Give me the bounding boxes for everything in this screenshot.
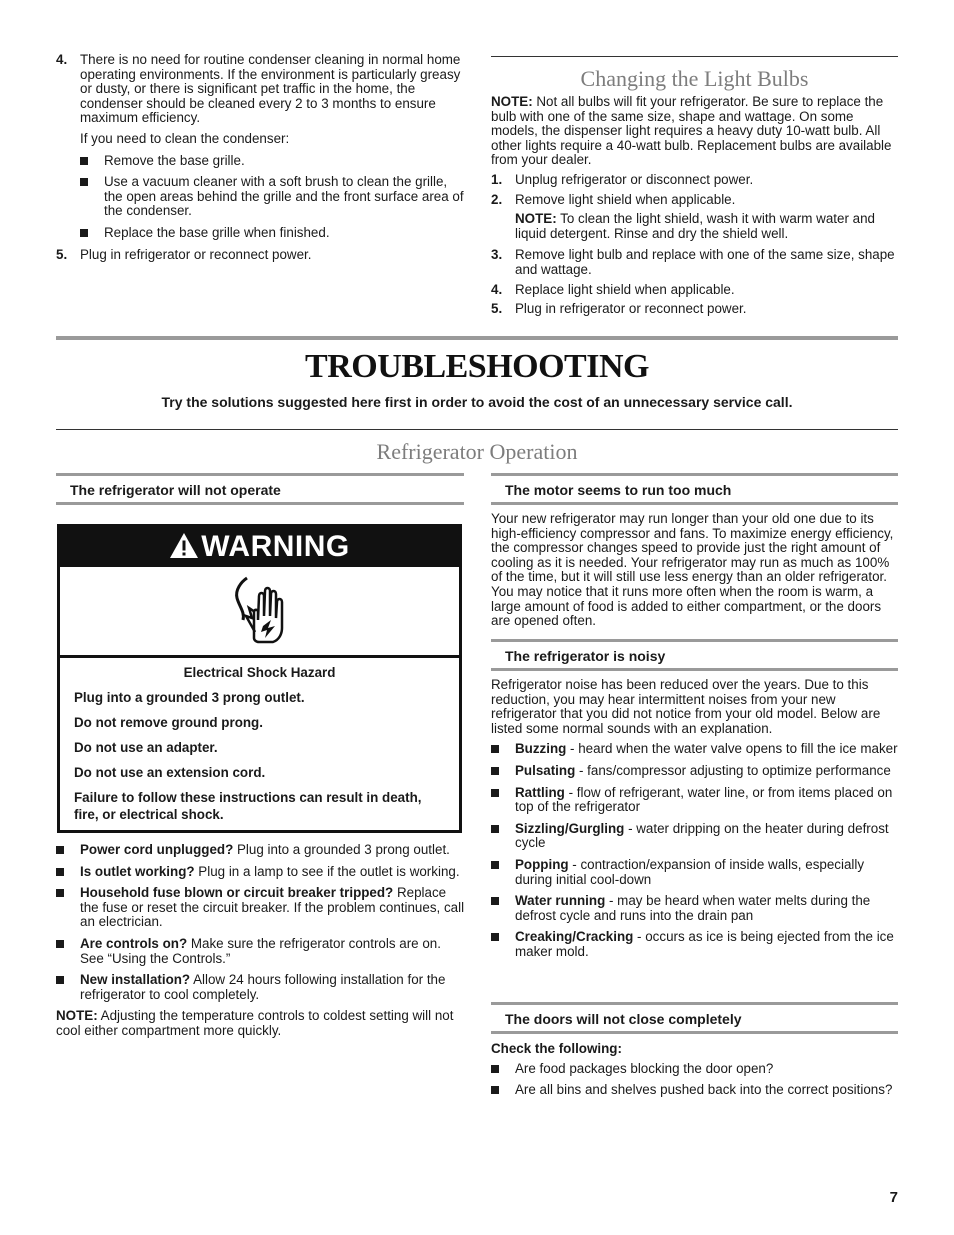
warning-line: Do not use an adapter. bbox=[74, 740, 218, 755]
heavy-divider bbox=[56, 336, 898, 340]
page-number: 7 bbox=[889, 1189, 898, 1206]
warning-header bbox=[60, 527, 459, 567]
warning-line: Do not remove ground prong. bbox=[74, 715, 263, 730]
will-not-operate-checklist bbox=[56, 843, 466, 1039]
warning-line: Failure to follow these instructions can result in death, fire, or electrical shock. bbox=[74, 790, 422, 822]
warning-title: WARNING bbox=[201, 530, 350, 563]
warning-text bbox=[60, 658, 459, 823]
light-shield-note: NOTE: To clean the light shield, wash it with warm water and liquid detergent. Rinse and dry the shield well. bbox=[515, 211, 875, 241]
step-4 bbox=[56, 53, 464, 126]
step-number: 5. bbox=[56, 246, 68, 262]
list-item: Power cord unplugged? Plug into a grounded 3 prong outlet. bbox=[56, 843, 466, 858]
bulb-step: 1. Unplug refrigerator or disconnect power. bbox=[491, 171, 754, 187]
list-item: Are all bins and shelves pushed back into the correct positions? bbox=[491, 1083, 898, 1098]
hazard-title: Electrical Shock Hazard bbox=[183, 665, 336, 680]
check-label: Check the following: bbox=[491, 1041, 622, 1056]
section-title: Refrigerator Operation bbox=[376, 439, 578, 464]
electrical-shock-hand-icon bbox=[227, 576, 297, 646]
shock-icon-area bbox=[60, 567, 459, 658]
bulb-step: 4. Replace light shield when applicable. bbox=[491, 281, 735, 297]
condenser-intro: If you need to clean the condenser: bbox=[80, 130, 290, 146]
bulb-step: 2. Remove light shield when applicable. bbox=[491, 191, 736, 207]
list-item: Household fuse blown or circuit breaker tripped? Replace the fuse or reset the circuit breaker. If the problem continues, call an electrician. bbox=[56, 886, 466, 930]
problem-header: The refrigerator is noisy bbox=[491, 639, 898, 671]
page-title: TROUBLESHOOTING bbox=[305, 348, 649, 385]
bulb-step: 5. Plug in refrigerator or reconnect power. bbox=[491, 301, 747, 317]
warning-box bbox=[57, 524, 462, 833]
light-bulbs-section bbox=[491, 67, 898, 317]
list-item: Creaking/Cracking - occurs as ice is being ejected from the ice maker mold. bbox=[491, 930, 898, 959]
list-item: Is outlet working? Plug in a lamp to see if the outlet is working. bbox=[56, 865, 466, 880]
motor-text: Your new refrigerator may run longer than your old one due to its high-efficiency compressor and fans. To maximize energy efficiency, the compressor changes speed to provide just the right amount of cooling as it is needed. Your refrigerator may run as much as 100% of the time, but it will still use less energy than an older refrigerator. You may notice that it runs more often when the room is warm, a large amount of food is added to either compartment, or the doors are opened often. bbox=[491, 511, 894, 629]
list-item: Pulsating - fans/compressor adjusting to optimize performance bbox=[491, 764, 898, 779]
doors-section bbox=[491, 1042, 898, 1098]
divider bbox=[56, 429, 898, 430]
divider bbox=[491, 56, 898, 57]
list-item: Are food packages blocking the door open? bbox=[491, 1062, 898, 1077]
step-number: 4. bbox=[56, 52, 68, 67]
section-title: Changing the Light Bulbs bbox=[580, 66, 809, 91]
problem-header: The refrigerator will not operate bbox=[56, 473, 464, 505]
list-item: Remove the base grille. bbox=[80, 154, 464, 169]
page-subtitle: Try the solutions suggested here first in order to avoid the cost of an unnecessary service call. bbox=[161, 394, 793, 410]
problem-header: The doors will not close completely bbox=[491, 1002, 898, 1034]
warning-triangle-icon bbox=[169, 532, 199, 559]
list-item: Rattling - flow of refrigerant, water line, or from items placed on top of the refrigerator bbox=[491, 786, 898, 815]
condenser-instructions bbox=[56, 53, 464, 262]
list-item: New installation? Allow 24 hours following installation for the refrigerator to cool completely. bbox=[56, 973, 466, 1002]
list-item: Sizzling/Gurgling - water dripping on the heater during defrost cycle bbox=[491, 822, 898, 851]
controls-note: NOTE: Adjusting the temperature controls to coldest setting will not cool either compartment more quickly. bbox=[56, 1008, 454, 1038]
step-text: Plug in refrigerator or reconnect power. bbox=[80, 246, 312, 262]
noisy-text: Refrigerator noise has been reduced over the years. Due to this reduction, you may hear intermittent noises from your new refrigerator that you did not notice from your old model. Below are listed some normal sounds with an explanation. bbox=[491, 677, 881, 736]
list-item: Use a vacuum cleaner with a soft brush to clean the grille, the open areas behind the grille and the front surface area of the condenser. bbox=[80, 175, 464, 219]
warning-line: Do not use an extension cord. bbox=[74, 765, 266, 780]
warning-line: Plug into a grounded 3 prong outlet. bbox=[74, 690, 305, 705]
list-item: Popping - contraction/expansion of inside walls, especially during initial cool-down bbox=[491, 858, 898, 887]
problem-header: The motor seems to run too much bbox=[491, 473, 898, 505]
list-item: Are controls on? Make sure the refrigerator controls are on. See “Using the Controls.” bbox=[56, 937, 466, 966]
list-item: Replace the base grille when finished. bbox=[80, 226, 464, 241]
list-item: Water running - may be heard when water melts during the defrost cycle and runs into the drain pan bbox=[491, 894, 898, 923]
list-item: Buzzing - heard when the water valve opens to fill the ice maker bbox=[491, 742, 898, 757]
step-text: There is no need for routine condenser cleaning in normal home operating environments. If the environment is particularly greasy or dusty, or there is significant pet traffic in the home, the condenser should be cleaned every 2 to 3 months to ensure maximum efficiency. bbox=[80, 52, 461, 126]
noisy-section bbox=[491, 678, 898, 960]
bulb-step: 3. Remove light bulb and replace with one of the same size, shape and wattage. bbox=[491, 247, 895, 277]
step-5 bbox=[56, 248, 464, 263]
light-bulbs-note: NOTE: Not all bulbs will fit your refrigerator. Be sure to replace the bulb with one of the same size, shape and wattage. On some models, the dispenser light requires a heavy duty 10-watt bulb. All other lights require a 40-watt bulb. Replacement bulbs are available from your dealer. bbox=[491, 94, 892, 168]
